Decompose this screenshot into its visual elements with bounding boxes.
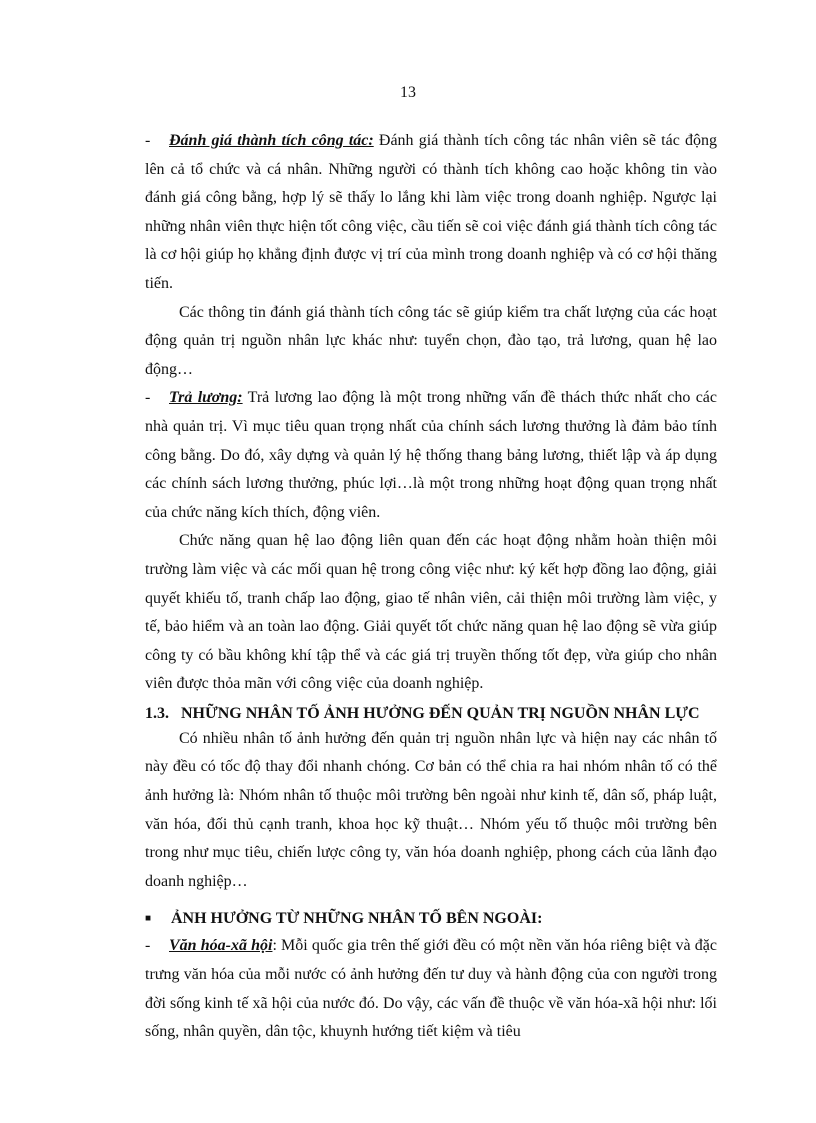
section-number: 1.3. bbox=[145, 704, 169, 722]
page-body bbox=[145, 127, 717, 1047]
paragraph-factors-overview: Có nhiều nhân tố ảnh hưởng đến quản trị nguồn nhân lực và hiện nay các nhân tố này đều có tốc độ thay đổi nhanh chóng. Cơ bản có thể chia ra hai nhóm nhân tố có thể ảnh hưởng là: Nhóm nhân tố thuộc môi trường bên ngoài như kinh tế, dân số, pháp luật, văn hóa, đối thủ cạnh tranh, khoa học kỹ thuật… Nhóm yếu tố thuộc môi trường bên trong như mục tiêu, chiến lược công ty, văn hóa doanh nghiệp, phong cách của lãnh đạo doanh nghiệp… bbox=[145, 729, 717, 890]
paragraph-performance-evaluation bbox=[145, 127, 717, 299]
section-heading-1-3 bbox=[145, 703, 717, 725]
bullet-heading-external-factors bbox=[145, 906, 717, 932]
paragraph-text: Trả lương lao động là một trong những vấn đề thách thức nhất cho các nhà quản trị. Vì mục tiêu quan trọng nhất của chính sách lương thưởng là đảm bảo tính công bằng. Do đó, xây dựng và quản lý hệ thống thang bảng lương, thiết lập và áp dụng các chính sách lương thưởng, phúc lợi…là một trong những hoạt động quan trọng nhất của chức năng kích thích, động viên. bbox=[145, 389, 718, 521]
bullet-heading-text: ẢNH HƯỞNG TỪ NHỮNG NHÂN TỐ BÊN NGOÀI: bbox=[171, 910, 543, 928]
section-title: NHỮNG NHÂN TỐ ẢNH HƯỞNG ĐẾN QUẢN TRỊ NGUỒN NHÂN LỰC bbox=[181, 704, 700, 722]
paragraph-culture-society bbox=[145, 932, 717, 1046]
dash-marker: - bbox=[145, 937, 151, 955]
paragraph-text: : Mỗi quốc gia trên thế giới đều có một nền văn hóa riêng biệt và đặc trưng văn hóa của mỗi nước có ảnh hưởng đến tư duy và hành động của con người trong đời sống kinh tế xã hội của nước đó. Do vậy, các vấn đề thuộc về văn hóa-xã hội như: lối sống, nhân quyền, dân tộc, khuynh hướng tiết kiệm và tiêu bbox=[145, 937, 718, 1041]
term-payroll: Trả lương: bbox=[169, 389, 243, 407]
dash-marker: - bbox=[145, 389, 151, 407]
term-performance-evaluation: Đánh giá thành tích công tác: bbox=[169, 132, 374, 149]
paragraph-text: Đánh giá thành tích công tác nhân viên sẽ tác động lên cả tổ chức và cá nhân. Những người có thành tích không cao hoặc không tin vào đánh giá công bằng, hợp lý sẽ thấy lo lắng khi làm việc trong doanh nghiệp. Ngược lại những nhân viên thực hiện tốt công việc, cầu tiến sẽ coi việc đánh giá thành tích công tác là cơ hội giúp họ khẳng định được vị trí của mình trong doanh nghiệp và có cơ hội thăng tiến. bbox=[145, 132, 718, 292]
paragraph-evaluation-info: Các thông tin đánh giá thành tích công tác sẽ giúp kiểm tra chất lượng của các hoạt động quản trị nguồn nhân lực khác như: tuyển chọn, đào tạo, trả lương, quan hệ lao động… bbox=[145, 303, 717, 378]
dash-marker: - bbox=[145, 132, 151, 149]
term-culture-society: Văn hóa-xã hội bbox=[169, 937, 273, 955]
square-bullet-icon: ■ bbox=[145, 913, 152, 925]
paragraph-labor-relations: Chức năng quan hệ lao động liên quan đến các hoạt động nhằm hoàn thiện môi trường làm việc và các mối quan hệ trong công việc như: ký kết hợp đồng lao động, giải quyết khiếu tố, tranh chấp lao động, giao tế nhân viên, cải thiện môi trường làm việc, y tế, bảo hiểm và an toàn lao động. Giải quyết tốt chức năng quan hệ lao động sẽ vừa giúp công ty có bầu không khí tập thể và các giá trị truyền thống tốt đẹp, vừa giúp cho nhân viên được thỏa mãn với công việc của doanh nghiệp. bbox=[145, 532, 717, 693]
paragraph-payroll bbox=[145, 384, 717, 527]
page-number: 13 bbox=[400, 84, 416, 101]
